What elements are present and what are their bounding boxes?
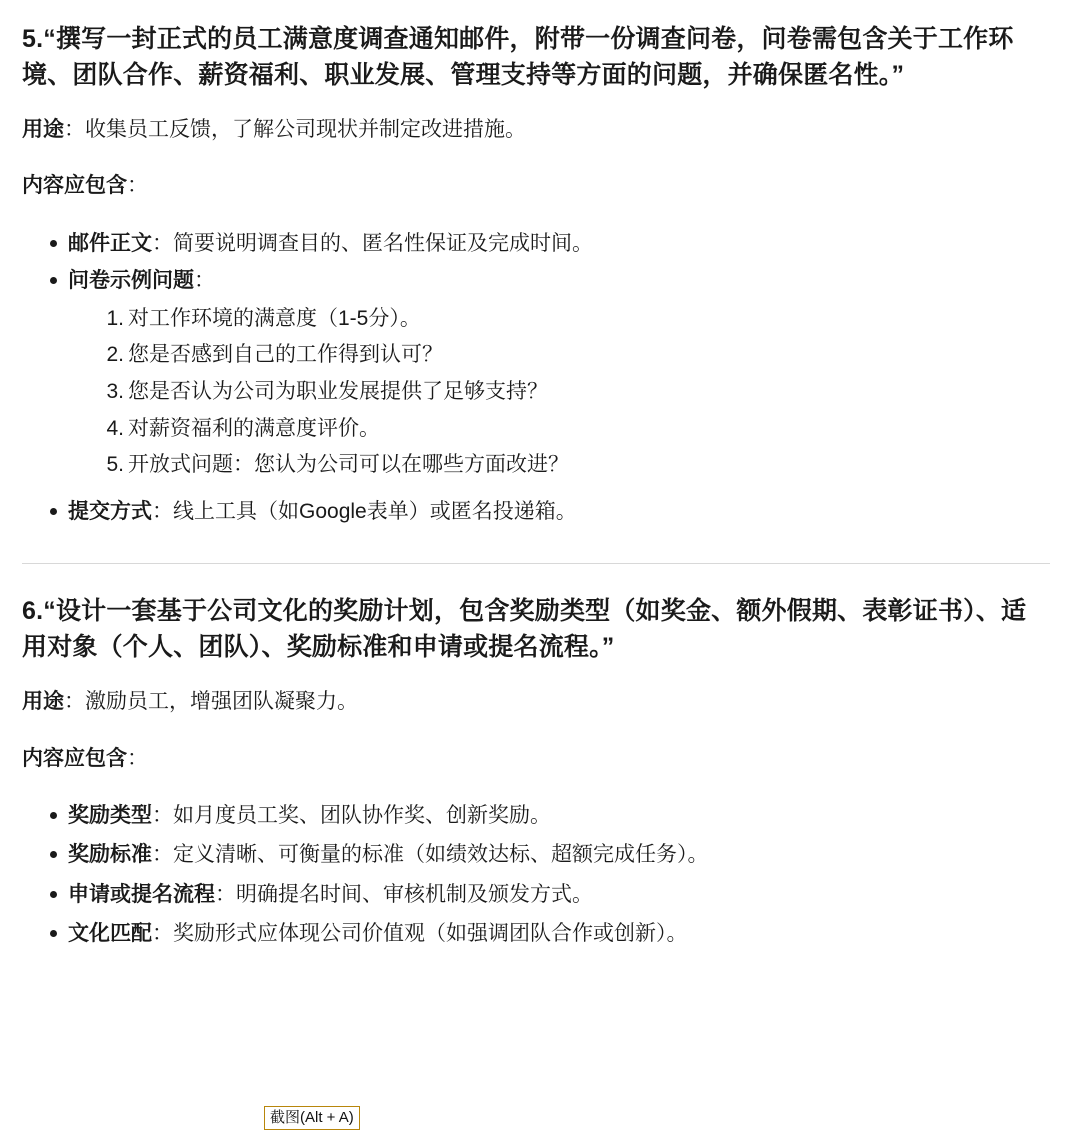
item-text: 开放式问题：您认为公司可以在哪些方面改进？: [128, 453, 569, 477]
purpose-text: ：激励员工，增强团队凝聚力。: [64, 690, 358, 714]
list-item: [22, 376, 1050, 409]
bullet-text: ：奖励形式应体现公司价值观（如强调团队合作或创新）。: [152, 922, 688, 946]
section-5-purpose: [22, 115, 1050, 145]
bullet-label: 奖励类型: [68, 803, 152, 827]
bullet-label: 文化匹配: [68, 922, 152, 946]
section-6-contains-heading: [22, 744, 1050, 774]
section-5-title: 5.“撰写一封正式的员工满意度调查通知邮件，附带一份调查问卷，问卷需包含关于工作环境、团队合作、薪资福利、职业发展、管理支持等方面的问题，并确保匿名性。”: [22, 25, 1014, 89]
section-divider: [22, 563, 1050, 564]
list-item: [22, 449, 1050, 482]
item-text: 您是否感到自己的工作得到认可？: [128, 343, 443, 367]
list-item: [22, 839, 1050, 871]
list-item: [22, 303, 1050, 336]
section-6: [22, 594, 1050, 950]
item-text: 您是否认为公司为职业发展提供了足够支持？: [128, 379, 548, 403]
bullet-label: 申请或提名流程: [68, 882, 215, 906]
section-5-sample-questions: [22, 303, 1050, 482]
item-number: 2.: [106, 343, 124, 367]
bullet-label: 问卷示例问题: [68, 269, 194, 293]
section-6-title: 6.“设计一套基于公司文化的奖励计划，包含奖励类型（如奖金、额外假期、表彰证书）、适用对象（个人、团队）、奖励标准和申请或提名流程。”: [22, 597, 1027, 661]
item-number: 5.: [106, 453, 124, 477]
bullet-dot-icon: [50, 812, 57, 819]
purpose-label: 用途: [22, 118, 64, 141]
bullet-text: ：定义清晰、可衡量的标准（如绩效达标、超额完成任务）。: [152, 843, 709, 867]
item-text: 对薪资福利的满意度评价。: [128, 416, 380, 440]
bullet-dot-icon: [50, 930, 57, 937]
contains-label: 内容应包含: [22, 746, 127, 770]
item-text: 对工作环境的满意度（1-5分）。: [128, 306, 421, 330]
purpose-text: ：收集员工反馈，了解公司现状并制定改进措施。: [64, 118, 526, 141]
bullet-dot-icon: [50, 508, 57, 515]
bullet-label: 奖励标准: [68, 843, 152, 867]
bullet-dot-icon: [50, 891, 57, 898]
contains-colon: ：: [127, 746, 148, 770]
bullet-text: ：: [194, 269, 215, 293]
contains-colon: ：: [127, 174, 148, 198]
list-item: [22, 413, 1050, 446]
bullet-dot-icon: [50, 240, 57, 247]
contains-label: 内容应包含: [22, 174, 127, 198]
bullet-dot-icon: [50, 277, 57, 284]
bullet-label: 邮件正文: [68, 231, 152, 255]
section-6-purpose: [22, 687, 1050, 717]
list-item: [22, 800, 1050, 832]
section-5-contains-heading: [22, 171, 1050, 201]
section-5: [22, 22, 1050, 527]
section-5-bullet-list-tail: [22, 496, 1050, 528]
list-item: [22, 879, 1050, 911]
section-5-bullet-list: [22, 228, 1050, 297]
bullet-label: 提交方式: [68, 499, 152, 523]
list-item: [22, 496, 1050, 528]
list-item: [22, 265, 1050, 297]
screenshot-shortcut-tooltip[interactable]: 截图(Alt + A): [264, 1106, 360, 1130]
item-number: 1.: [106, 306, 124, 330]
bullet-text: ：如月度员工奖、团队协作奖、创新奖励。: [152, 803, 551, 827]
bullet-text: ：简要说明调查目的、匿名性保证及完成时间。: [152, 231, 593, 255]
list-item: [22, 918, 1050, 950]
item-number: 4.: [106, 416, 124, 440]
list-item: [22, 339, 1050, 372]
section-6-bullet-list: [22, 800, 1050, 950]
bullet-text: ：明确提名时间、审核机制及颁发方式。: [215, 882, 593, 906]
item-number: 3.: [106, 379, 124, 403]
bullet-text: ：线上工具（如Google表单）或匿名投递箱。: [152, 499, 577, 523]
bullet-dot-icon: [50, 851, 57, 858]
list-item: [22, 228, 1050, 260]
purpose-label: 用途: [22, 690, 64, 714]
